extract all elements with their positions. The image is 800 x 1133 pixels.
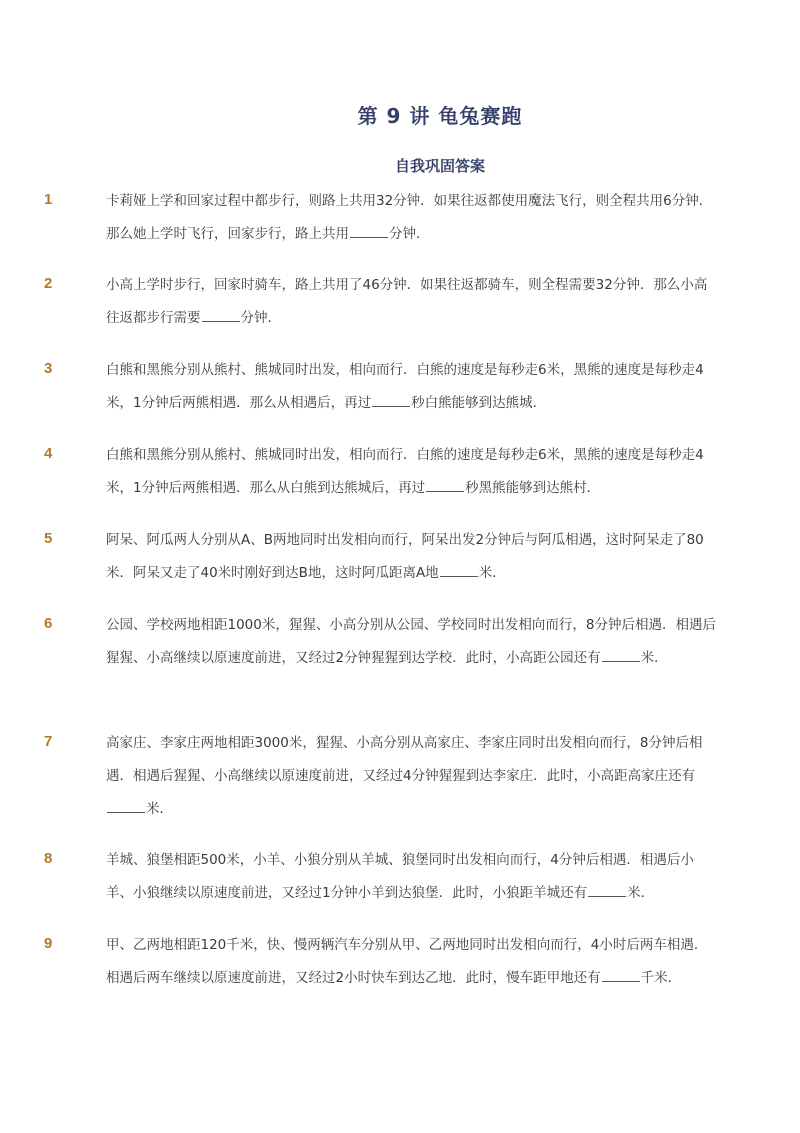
- answer-blank: [602, 967, 640, 982]
- answer-blank: [588, 882, 626, 897]
- answer-blank: [372, 392, 410, 407]
- problem-number: 3: [44, 360, 53, 377]
- answer-blank: [426, 477, 464, 492]
- answer-blank: [440, 562, 478, 577]
- problem-number: 6: [44, 615, 53, 632]
- answer-blank: [107, 798, 145, 813]
- problem-text: 白熊和黑熊分别从熊村、熊城同时出发，相向而行．白熊的速度是每秒走6米，黑熊的速度是每秒走4米，1分钟后两熊相遇．那么从白熊到达熊城后，再过 秒黑熊能够到达熊村．: [106, 447, 704, 496]
- problem-text: 高家庄、李家庄两地相距3000米，猩猩、小高分别从高家庄、李家庄同时出发相向而行，8分钟后相遇．相遇后猩猩、小高继续以原速度前进，又经过4分钟猩猩到达李家庄．此时，小高距高家庄还有米．: [106, 735, 703, 817]
- problem-text: 阿呆、阿瓜两人分别从A、B两地同时出发相向而行，阿呆出发2分钟后与阿瓜相遇，这时阿呆走了80米．阿呆又走了40米时刚好到达B地，这时阿瓜距离A地 米．: [106, 532, 704, 581]
- problem-text: 小高上学时步行，回家时骑车，路上共用了46分钟．如果往返都骑车，则全程需要32分钟．那么小高往返都步行需要 分钟．: [106, 277, 708, 326]
- problem-number: 9: [44, 935, 53, 952]
- problem-text: 白熊和黑熊分别从熊村、熊城同时出发，相向而行．白熊的速度是每秒走6米，黑熊的速度是每秒走4米，1分钟后两熊相遇．那么从相遇后，再过 秒白熊能够到达熊城．: [106, 362, 704, 411]
- problem-number: 4: [44, 445, 53, 462]
- answer-blank: [350, 223, 388, 238]
- problem-text: 甲、乙两地相距120千米，快、慢两辆汽车分别从甲、乙两地同时出发相向而行，4小时后两车相遇．相遇后两车继续以原速度前进，又经过2小时快车到达乙地．此时，慢车距甲地还有 千米．: [106, 937, 708, 986]
- problem-text: 公园、学校两地相距1000米，猩猩、小高分别从公园、学校同时出发相向而行，8分钟后相遇．相遇后猩猩、小高继续以原速度前进，又经过2分钟猩猩到达学校．此时，小高距公园还有 米．: [106, 617, 716, 666]
- problem-number: 7: [44, 733, 53, 750]
- answer-blank: [602, 647, 640, 662]
- problem-text: 羊城、狼堡相距500米，小羊、小狼分别从羊城、狼堡同时出发相向而行，4分钟后相遇．相遇后小羊、小狼继续以原速度前进，又经过1分钟小羊到达狼堡．此时，小狼距羊城还有 米．: [106, 852, 694, 901]
- problem-text: 卡莉娅上学和回家过程中都步行，则路上共用32分钟．如果往返都使用魔法飞行，则全程共用6分钟．那么她上学时飞行，回家步行，路上共用 分钟．: [106, 193, 713, 242]
- section-title: 自我巩固答案: [394, 157, 485, 175]
- problem-number: 5: [44, 530, 53, 547]
- problem-number: 1: [44, 191, 53, 208]
- problem-number: 8: [44, 850, 53, 867]
- answer-blank: [202, 307, 240, 322]
- problem-number: 2: [44, 275, 53, 292]
- page-title: 第 9 讲 龟兔赛跑: [357, 104, 523, 128]
